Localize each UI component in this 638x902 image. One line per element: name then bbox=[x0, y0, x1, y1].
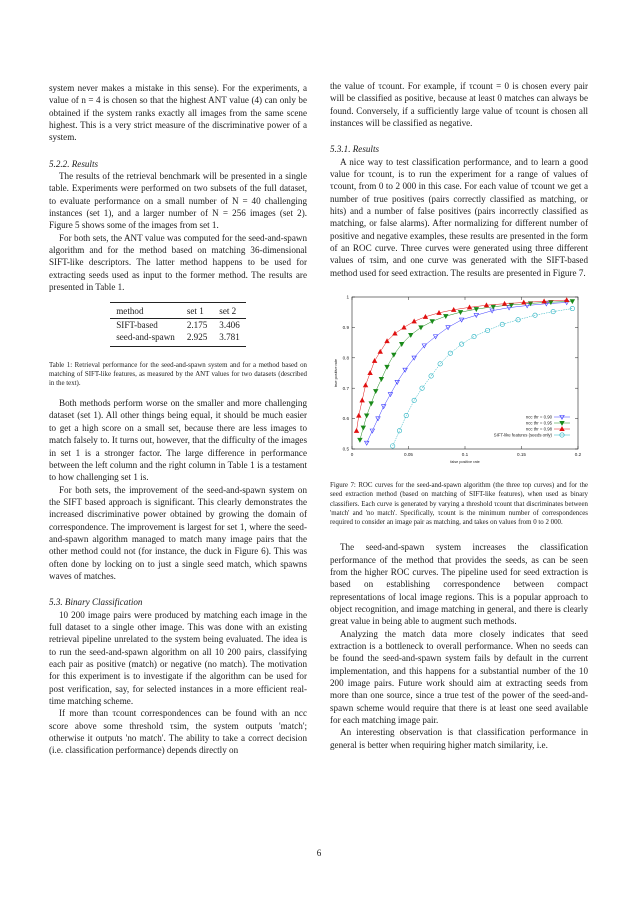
x-tick-label: 0.1 bbox=[461, 452, 469, 458]
data-point bbox=[364, 414, 368, 418]
data-point bbox=[368, 371, 372, 375]
legend-label: ncc thr = 0.90 bbox=[525, 414, 552, 420]
data-point bbox=[420, 386, 424, 390]
table-header: set 2 bbox=[213, 302, 245, 318]
paragraph: The results of the retrieval benchmark will be presented in a single table. Experiments were performed on two subsets of the full dataset, to evaluate performance on a small number of N = 40 challenging instances (set 1), and a larger number of N = 256 images (set 2). Figure 5 shows some of the images from set 1. bbox=[49, 171, 307, 231]
table-cell: 2.175 bbox=[186, 319, 208, 330]
data-point bbox=[363, 383, 367, 387]
data-point bbox=[444, 315, 448, 319]
data-point bbox=[354, 429, 358, 433]
data-point bbox=[392, 353, 396, 357]
paragraph: For both sets, the ANT value was computed for the seed-and-spawn algorithm and for the method based on matching 36-dimensional SIFT-like descriptors. The latter method happens to be used for extracting seeds used as input to the former method. The results are presented in Table 1. bbox=[49, 232, 307, 293]
data-point bbox=[397, 429, 401, 433]
table-cell: seed-and-spawn bbox=[110, 331, 181, 346]
x-tick-label: 0.2 bbox=[574, 452, 582, 458]
data-point bbox=[400, 343, 404, 347]
roc-figure bbox=[330, 289, 588, 469]
table-row bbox=[110, 318, 246, 331]
paragraph: If more than τcount correspondences can be found with an ncc score above some threshold τsim, the system outputs 'match'; otherwise it outputs 'no match'. The ability to take a correct decision (i.e. classification performance) depends directly on bbox=[49, 708, 307, 756]
data-point bbox=[378, 350, 382, 354]
y-tick-label: 0.9 bbox=[342, 325, 349, 331]
data-point bbox=[565, 298, 569, 302]
x-tick-label: 0.15 bbox=[517, 452, 526, 458]
data-point bbox=[360, 398, 364, 402]
roc-chart bbox=[330, 289, 588, 469]
paragraph: the value of τcount. For example, if τcount = 0 is chosen every pair will be classified as positive, because at least 0 matches can always be found. Conversely, if a sufficiently large value of τcount is chosen all instances will be classified as negative. bbox=[330, 81, 588, 129]
results-table bbox=[110, 302, 246, 347]
table-cell: 3.781 bbox=[213, 331, 245, 346]
x-tick-label: 0.05 bbox=[404, 452, 413, 458]
table-header: method bbox=[110, 302, 181, 318]
data-point bbox=[364, 441, 368, 445]
right-column bbox=[330, 80, 588, 751]
data-point bbox=[459, 342, 463, 346]
table-cell: 2.925 bbox=[181, 331, 213, 346]
data-point bbox=[402, 325, 406, 329]
paragraph: For both sets, the improvement of the seed-and-spawn system on the SIFT based approach is significant. This clearly demonstrates the increased discriminative power obtained by growing the domain of correspondence. The improvement is largest for set 1, where the seed-and-spawn algorithm managed to match many image pairs that the other method could not (for instance, the duck in Figure 6). This was often done by locking on to just a single seed match, which spawns waves of matches. bbox=[49, 484, 307, 581]
paragraph: 10 200 image pairs were produced by matching each image in the full dataset to a single other image. This was done with an existing retrieval pipeline unrelated to the system being evaluated. The idea is to run the seed-and-spawn algorithm on all 10 200 pairs, classifying each pair as positive (match) or negative (no match). The motivation for this experiment is to investigate if the algorithm can be used for post verification, say, for selected instances in a more efficient real-time matching scheme. bbox=[49, 609, 307, 707]
table-caption: Table 1: Retrieval performance for the seed-and-spawn system and for a method based on matching of SIFT-like features, as measured by the ANT values for two datasets (described in the text). bbox=[49, 361, 307, 387]
legend-label: SIFT-like features (seeds only) bbox=[493, 432, 552, 438]
legend-label: ncc thr = 0.95 bbox=[525, 420, 552, 426]
table-cell: SIFT-based bbox=[116, 319, 158, 330]
table-row bbox=[110, 331, 246, 346]
y-tick-label: 0.6 bbox=[342, 416, 349, 422]
section-heading-5-2-2: 5.2.2. Results bbox=[49, 158, 99, 169]
data-point bbox=[357, 414, 361, 418]
paragraph: system never makes a mistake in this sense). For the experiments, a value of n = 4 is chosen so that the highest ANT value (4) can only be obtained if the system ranks exactly all images from the same scene highest. This is a very strict measure of the discriminative power of a system. bbox=[49, 83, 307, 143]
data-point bbox=[500, 322, 504, 326]
x-axis-label: false positive rate bbox=[450, 460, 480, 465]
paragraph: A nice way to test classification performance, and to learn a good value for τcount, is to run the experiment for a range of values of τcount, from 0 to 2 000 in this case. For each value of τcount we get a number of true positives (pairs correctly classified as matching, or hits) and a number of false positives (pairs incorrectly classified as matching, or false alarms). After normalizing for different number of positive and negative examples, these results are presented in the form of an ROC curve. Three curves were generated using three different values of τsim, and one curve was generated with the SIFT-based method used for seed extraction. The results are presented in Figure 7. bbox=[330, 156, 588, 278]
data-point bbox=[369, 402, 373, 406]
figure-caption: Figure 7: ROC curves for the seed-and-spawn algorithm (the three top curves) and for the seed extraction method (based on matching of SIFT-like features), when used as binary classifiers. Each curve is generated by varying a threshold τcount that discriminates between 'match' and 'no match'. Specifically, τcount is the minimum number of correspondences required to consider an image pair as matching, and takes on values from 0 to 2 000. bbox=[330, 482, 588, 526]
data-point bbox=[372, 359, 376, 363]
legend-label: ncc thr = 0.98 bbox=[525, 426, 552, 432]
paragraph: Both methods perform worse on the smaller and more challenging dataset (set 1). All other things being equal, it should be much easier to get a high score on a small set, because there are less images to match falsely to. It turns out, however, that the difficulty of the images in set 1 is a stronger factor. The large difference in performance between the left column and the right column in Table 1 is a testament to how challenging set 1 is. bbox=[49, 398, 307, 483]
data-point bbox=[379, 377, 383, 381]
data-point bbox=[430, 320, 434, 324]
table-header: set 1 bbox=[181, 302, 213, 318]
data-point bbox=[393, 331, 397, 335]
data-point bbox=[419, 326, 423, 330]
y-tick-label: 0.7 bbox=[342, 385, 349, 391]
y-tick-label: 0.5 bbox=[342, 446, 349, 452]
section-heading-5-3-1: 5.3.1. Results bbox=[330, 144, 380, 155]
y-axis-label: true positive rate bbox=[334, 359, 338, 388]
data-point bbox=[374, 390, 378, 394]
page-number: 6 bbox=[316, 848, 322, 858]
data-point bbox=[390, 444, 394, 448]
y-tick-label: 0.8 bbox=[342, 355, 349, 361]
left-column bbox=[49, 82, 307, 757]
data-point bbox=[385, 365, 389, 369]
data-point bbox=[358, 438, 362, 442]
paragraph: The seed-and-spawn system increases the classification performance of the method that provides the seeds, as can be seen from the higher ROC curves. The pipeline used for seed extraction is based on establishing correspondence between compact representations of local image regions. This is a popular approach to object recognition, and image matching in general, and there is clearly great value in being able to augment such methods. bbox=[330, 542, 588, 627]
paragraph: Analyzing the match data more closely indicates that seed extraction is a bottleneck to overall performance. When no seeds can be found the seed-and-spawn system fails by default in the current implementation, and this happens for a substantial number of the 10 200 image pairs. Future work should aim at extracting seeds from more than one source, since a true test of the power of the seed-and-spawn scheme would require that there is at least one seed available for each matching image pair. bbox=[330, 628, 588, 725]
table-cell: 3.406 bbox=[219, 319, 240, 330]
data-point bbox=[472, 334, 476, 338]
y-tick-label: 1 bbox=[346, 294, 349, 300]
data-point bbox=[361, 426, 365, 430]
section-heading-5-3: 5.3. Binary Classification bbox=[49, 597, 143, 608]
paragraph: An interesting observation is that classification performance in general is better when requiring higher match similarity, i.e. bbox=[330, 727, 588, 750]
x-tick-label: 0 bbox=[350, 452, 354, 458]
data-point bbox=[412, 319, 416, 323]
data-point bbox=[448, 351, 452, 355]
